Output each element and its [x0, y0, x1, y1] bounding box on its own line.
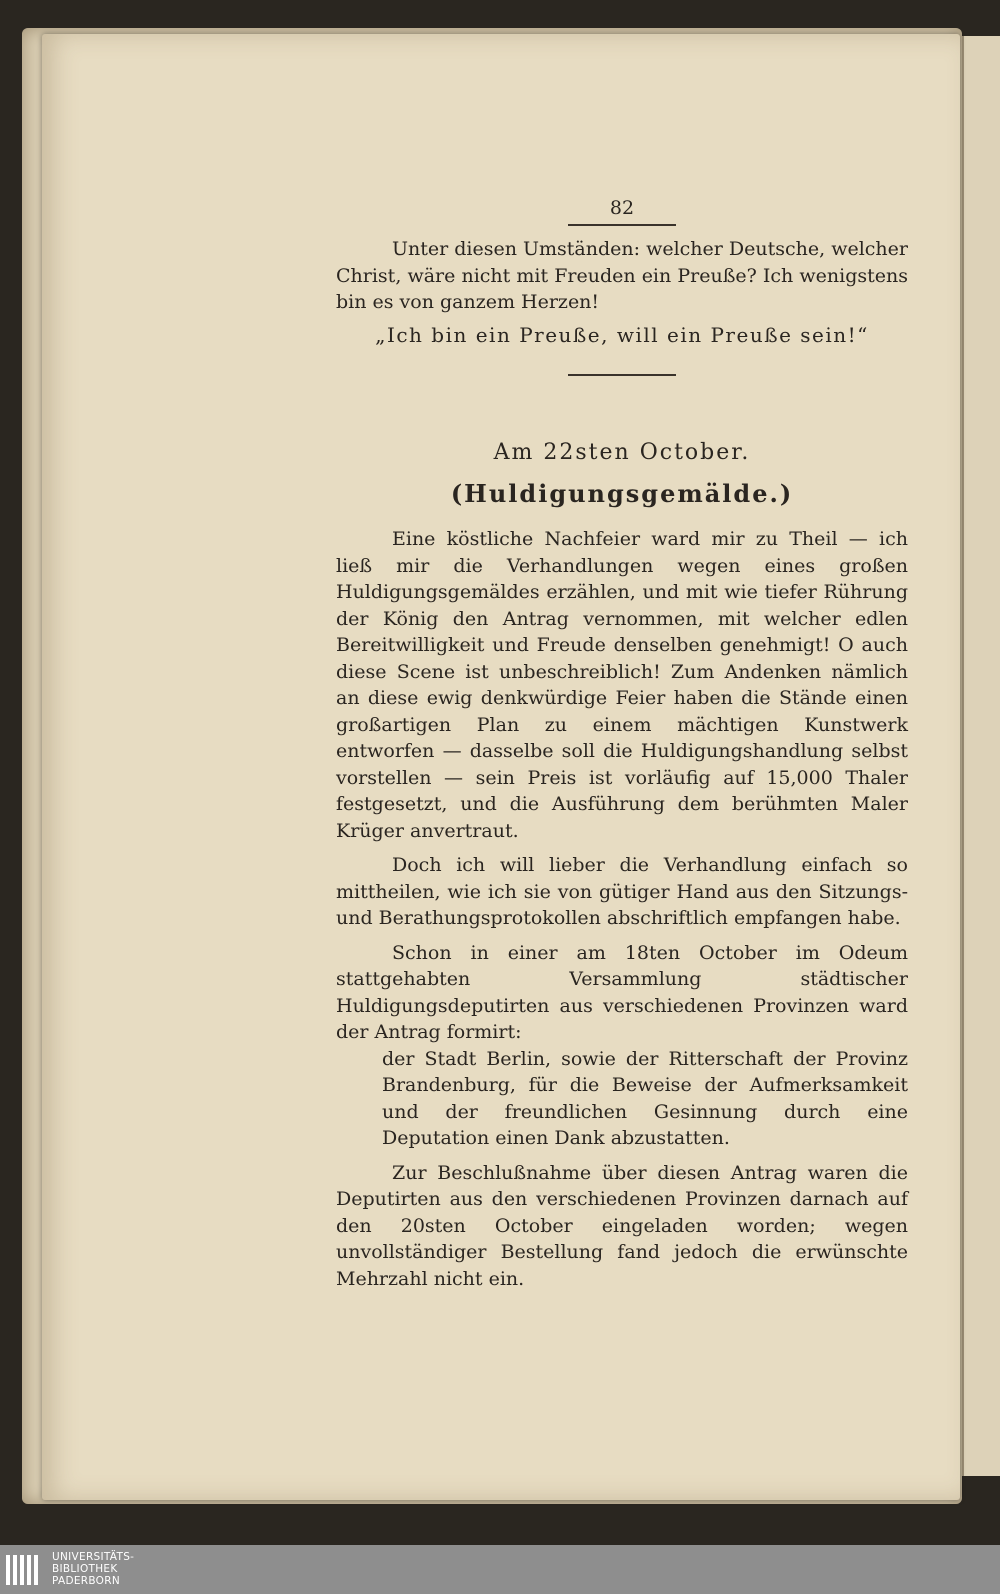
page-content [336, 196, 908, 1292]
library-logo-text [52, 1551, 134, 1587]
intro-paragraph: Unter diesen Umständen: welcher Deutsche, welcher Christ, wäre nicht mit Freuden ein Preuße? Ich wenigstens bin es von ganzem Herzen! [336, 238, 908, 313]
paragraph-3: Schon in einer am 18ten October im Odeum stattgehabten Versammlung städtischer Huldigungsdeputirten aus verschiedenen Provinzen ward der Antrag formirt: [336, 941, 908, 1043]
section-rule [568, 374, 676, 376]
logo-line-3: PADERBORN [52, 1575, 120, 1587]
library-logo-icon [4, 1549, 44, 1590]
paragraph-1: Eine köstliche Nachfeier ward mir zu Theil — ich ließ mir die Verhandlungen wegen eines großen Huldigungsgemäldes erzählen, und mit wie tiefer Rührung der König den Antrag vernommen, mit welcher edlen Bereitwilligkeit und Freude denselben genehmigt! O auch diese Scene ist unbeschreiblich! Zum Andenken nämlich an diese ewig denkwürdige Feier haben die Stände einen großartigen Plan zu einem mächtigen Kunstwerk entworfen — dasselbe soll die Huldigungshandlung selbst vorstellen — sein Preis ist vorläufig auf 15,000 Thaler festgesetzt, und die Ausführung dem berühmten Maler Krüger anvertraut. [336, 528, 908, 842]
library-footer [0, 1545, 1000, 1594]
section-subheading: (Huldigungsgemälde.) [450, 479, 794, 508]
closing-paragraph: Zur Beschlußnahme über diesen Antrag waren die Deputirten aus den verschiedenen Provinzen darnach auf den 20sten October eingeladen worden; wegen unvollständiger Bestellung fand jedoch die erwünschte Mehrzahl nicht ein. [336, 1161, 908, 1290]
logo-line-1: UNIVERSITÄTS- [52, 1551, 135, 1563]
paragraph-2: Doch ich will lieber die Verhandlung einfach so mittheilen, wie ich sie von gütiger Hand aus den Sitzungs- und Berathungsprotokollen abschriftlich empfangen habe. [336, 854, 908, 929]
header-rule [568, 224, 676, 226]
logo-line-2: BIBLIOTHEK [52, 1563, 118, 1575]
page-number: 82 [609, 197, 635, 219]
motion-text: der Stadt Berlin, sowie der Ritterschaft der Provinz Brandenburg, für die Beweise der Aufmerksamkeit und der freundlichen Gesinnung durch eine Deputation einen Dank abzustatten. [382, 1047, 908, 1149]
quote-line: „Ich bin ein Preuße, will ein Preuße sein!“ [375, 322, 869, 347]
next-page-edge [962, 36, 1000, 1476]
section-heading: Am 22sten October. [493, 440, 751, 465]
